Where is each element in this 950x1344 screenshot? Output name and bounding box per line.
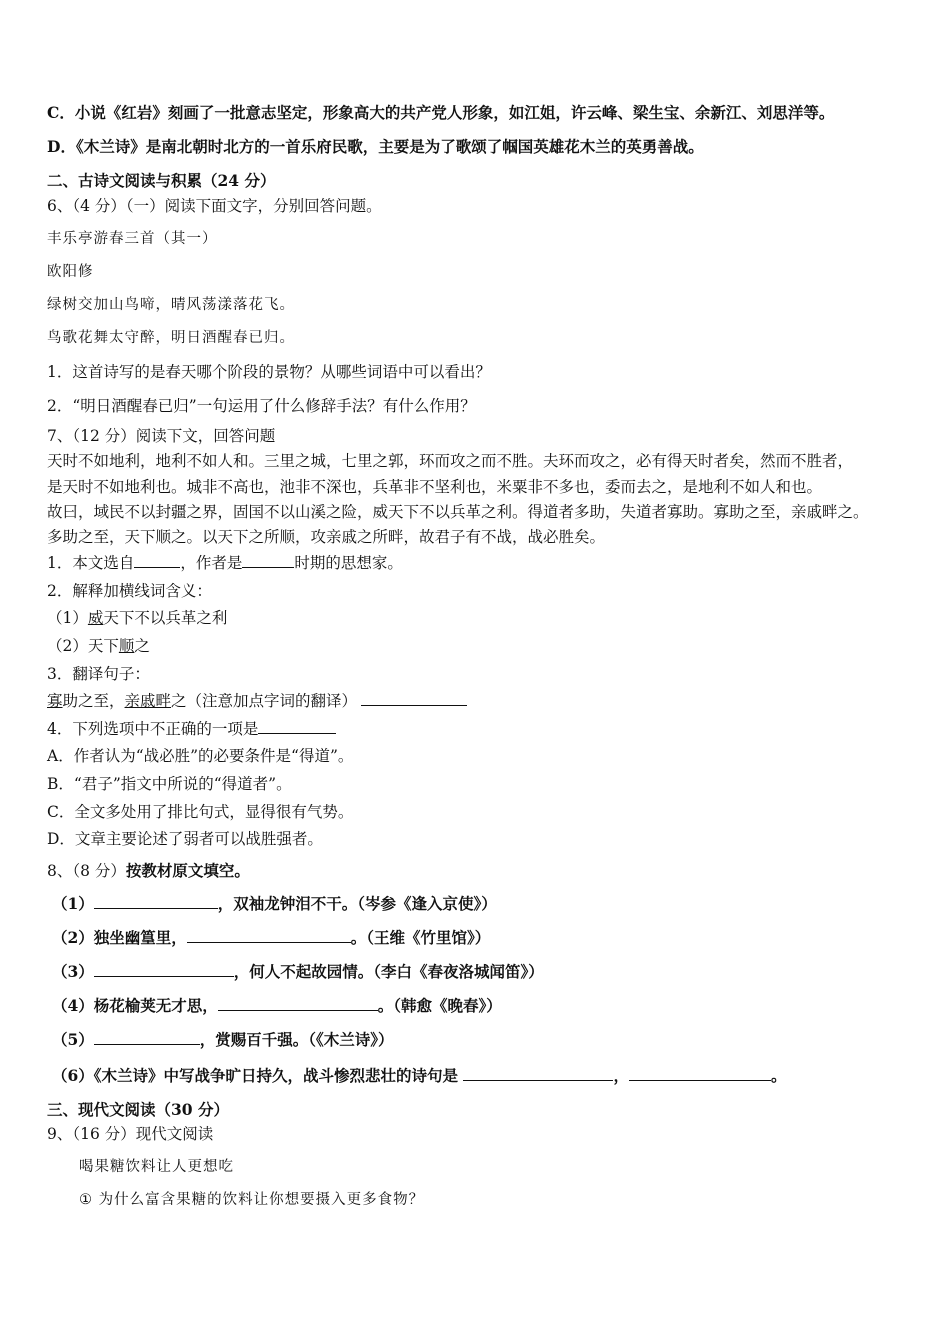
option-d: D．《木兰诗》是南北朝时北方的一首乐府民歌，主要是为了歌颂了帼国英雄花木兰的英勇善战。 <box>47 137 704 156</box>
q7-sub-2-item-1: （1）威天下不以兵革之利 <box>47 609 228 627</box>
answer-blank[interactable] <box>218 996 378 1011</box>
poem-title: 丰乐亭游春三首（其一） <box>47 231 218 247</box>
option-c: C．小说《红岩》刻画了一批意志坚定，形象高大的共产党人形象，如江姐，许云峰、梁生宝、余新江、刘思洋等。 <box>47 103 835 122</box>
q8-item-4: （4）杨花榆荚无才思， 。（韩愈《晚春》） <box>52 996 502 1015</box>
q7-option-d: D．文章主要论述了弱者可以战胜强者。 <box>47 830 323 848</box>
q7-text-line-4: 多助之至，天下顺之。以天下之所顺，攻亲戚之所畔，故君子有不战，战必胜矣。 <box>47 528 606 546</box>
q7-sub-2-item-2: （2）天下顺之 <box>47 637 150 655</box>
answer-blank[interactable] <box>134 553 180 568</box>
q7-sub-4: 4．下列选项中不正确的一项是 <box>47 719 336 739</box>
q8-item-3: （3） ，何人不起故园情。（李白《春夜洛城闻笛》） <box>52 962 544 981</box>
answer-blank[interactable] <box>94 962 234 977</box>
q9-head: 9、（16 分）现代文阅读 <box>47 1125 214 1143</box>
answer-blank[interactable] <box>463 1066 613 1081</box>
poem-line-1: 绿树交加山鸟啼，晴风荡漾落花飞。 <box>47 297 295 313</box>
q7-text-line-3: 故曰，域民不以封疆之界，固国不以山溪之险，威天下不以兵革之利。得道者多助，失道者寡助。寡助之至，亲戚畔之。 <box>47 503 869 521</box>
q6-sub-1: 1．这首诗写的是春天哪个阶段的景物？从哪些词语中可以看出？ <box>47 363 491 381</box>
answer-blank[interactable] <box>94 894 218 909</box>
q7-option-b: B．“君子”指文中所说的“得道者”。 <box>47 775 292 793</box>
poem-line-2: 鸟歌花舞太守醉，明日酒醒春已归。 <box>47 330 295 346</box>
q7-option-a: A．作者认为“战必胜”的必要条件是“得道”。 <box>47 747 354 765</box>
q7-sub-3: 3．翻译句子： <box>47 665 150 683</box>
answer-blank[interactable] <box>258 719 336 734</box>
q8-item-2: （2）独坐幽篁里， 。（王维《竹里馆》） <box>52 928 491 947</box>
article-title: 喝果糖饮料让人更想吃 <box>79 1159 234 1175</box>
article-paragraph-1: ① 为什么富含果糖的饮料让你想要摄入更多食物？ <box>79 1192 425 1208</box>
q8-head: 8、（8 分）按教材原文填空。 <box>47 861 250 880</box>
q7-sub-3-sentence: 寡助之至，亲戚畔之（注意加点字词的翻译） <box>47 691 467 711</box>
answer-blank[interactable] <box>361 691 467 706</box>
q8-item-5: （5） ，赏赐百千强。（《木兰诗》） <box>52 1030 394 1049</box>
q8-item-6: （6）《木兰诗》中写战争旷日持久，战斗惨烈悲壮的诗句是 ， 。 <box>52 1066 787 1085</box>
answer-blank[interactable] <box>187 928 351 943</box>
section-3-title: 三、现代文阅读（30 分） <box>47 1100 229 1119</box>
q7-sub-2: 2．解释加横线词含义： <box>47 582 212 600</box>
q6-head: 6、（4 分）（一）阅读下面文字，分别回答问题。 <box>47 197 382 215</box>
answer-blank[interactable] <box>242 553 294 568</box>
poem-author: 欧阳修 <box>47 264 94 280</box>
section-2-title: 二、古诗文阅读与积累（24 分） <box>47 171 276 190</box>
q8-item-1: （1） ，双袖龙钟泪不干。（岑参《逢入京使》） <box>52 894 497 913</box>
q7-sub-1: 1．本文选自 ，作者是 时期的思想家。 <box>47 554 403 572</box>
q6-sub-2: 2．“明日酒醒春已归”一句运用了什么修辞手法？有什么作用？ <box>47 397 476 415</box>
q7-head: 7、（12 分）阅读下文，回答问题 <box>47 427 276 445</box>
q7-text-line-1: 天时不如地利，地利不如人和。三里之城，七里之郭，环而攻之而不胜。夫环而攻之，必有得天时者矣，然而不胜者， <box>47 452 854 470</box>
answer-blank[interactable] <box>629 1066 771 1081</box>
q7-text-line-2: 是天时不如地利也。城非不高也，池非不深也，兵革非不坚利也，米粟非不多也，委而去之，是地利不如人和也。 <box>47 478 823 496</box>
q7-option-c: C．全文多处用了排比句式，显得很有气势。 <box>47 803 354 821</box>
answer-blank[interactable] <box>94 1030 200 1045</box>
